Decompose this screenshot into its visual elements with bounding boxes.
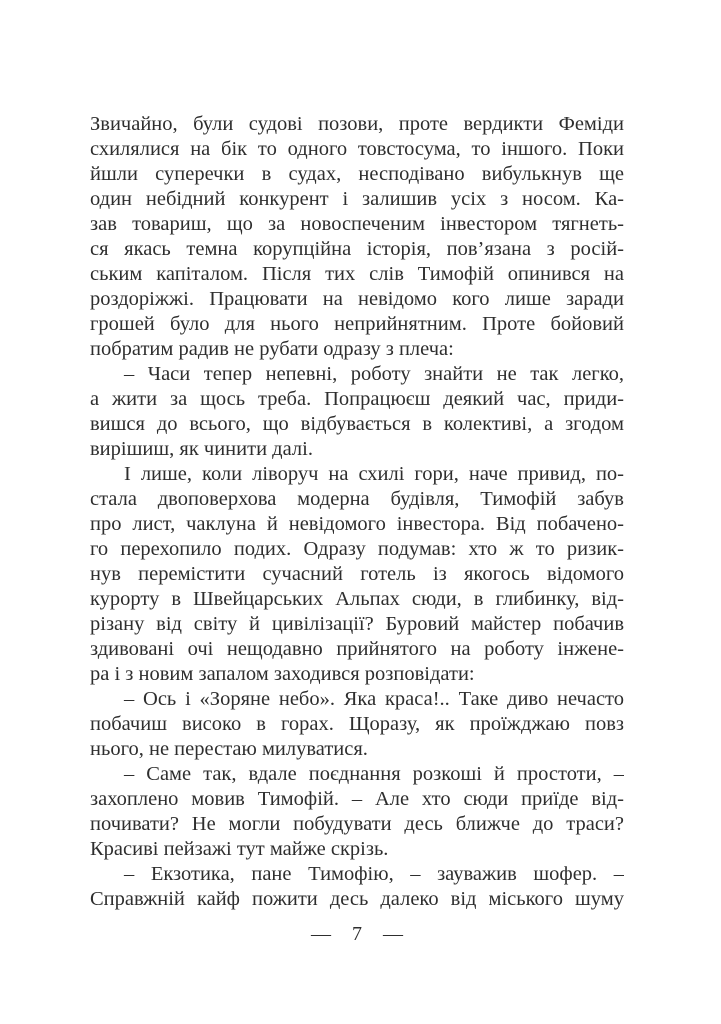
paragraph — [90, 112, 624, 362]
text-line: – Екзотика, пане Тимофію, – зауважив шофер. – — [124, 863, 624, 885]
text-line: схилялися на бік то одного товстосума, то іншого. Поки — [90, 138, 624, 160]
text-line: ра і з новим запалом заходився розповідати: — [90, 663, 475, 685]
text-line: – Саме так, вдале поєднання розкоші й простоти, – — [124, 763, 624, 785]
text-line: го перехопило подих. Одразу подумав: хто ж то ризик- — [90, 538, 624, 560]
text-line: – Ось і «Зоряне небо». Яка краса!.. Таке диво нечасто — [124, 688, 624, 710]
paragraph — [90, 462, 624, 687]
text-line: побачиш високо в горах. Щоразу, як проїжджаю повз — [90, 713, 624, 735]
text-line: ським капіталом. Після тих слів Тимофій опинився на — [90, 263, 624, 285]
text-line: роздоріжжі. Працювати на невідомо кого лише заради — [90, 288, 624, 310]
text-line: а жити за щось треба. Попрацюєш деякий час, приди- — [90, 388, 624, 410]
text-line: йшли суперечки в судах, несподівано вибулькнув ще — [90, 163, 624, 185]
text-line: грошей було для нього неприйнятним. Проте бойовий — [90, 313, 624, 335]
text-line: побратим радив не рубати одразу з плеча: — [90, 338, 454, 360]
page-number: 7 — [352, 923, 362, 945]
text-line: захоплено мовив Тимофій. – Але хто сюди приїде від- — [90, 788, 624, 810]
text-line: стала двоповерхова модерна будівля, Тимофій забув — [90, 488, 624, 510]
page-footer — [90, 922, 624, 947]
text-line: нув перемістити сучасний готель із якогось відомого — [90, 563, 624, 585]
text-line: про лист, чаклуна й невідомого інвестора. Від побачено- — [90, 513, 624, 535]
text-line: Звичайно, були судові позови, проте вердикти Феміди — [90, 113, 624, 135]
text-line: зав товариш, що за новоспеченим інвестором тягнеть- — [90, 213, 624, 235]
text-line: Справжній кайф пожити десь далеко від міського шуму — [90, 888, 624, 910]
paragraph — [90, 687, 624, 762]
text-line: вирішиш, як чинити далі. — [90, 438, 313, 460]
footer-dash-right: — — [383, 923, 403, 945]
paragraph — [90, 362, 624, 462]
text-line: один небідний конкурент і залишив усіх з носом. Ка- — [90, 188, 624, 210]
footer-dash-left: — — [311, 923, 331, 945]
text-line: курорту в Швейцарських Альпах сюди, в глибинку, від- — [90, 588, 624, 610]
text-line: ся якась темна корупційна історія, пов’язана з росій- — [90, 238, 624, 260]
text-line: здивовані очі нещодавно прийнятого на роботу інжене- — [90, 638, 624, 660]
paragraph — [90, 862, 624, 912]
text-line: – Часи тепер непевні, роботу знайти не так легко, — [124, 363, 624, 385]
text-line: І лише, коли ліворуч на схилі гори, наче привид, по- — [124, 463, 624, 485]
text-line: Красиві пейзажі тут майже скрізь. — [90, 838, 389, 860]
text-line: вишся до всього, що відбувається в колективі, а згодом — [90, 413, 624, 435]
text-line: почивати? Не могли побудувати десь ближче до траси? — [90, 813, 624, 835]
page-text — [90, 112, 624, 912]
paragraph — [90, 762, 624, 862]
text-line: нього, не перестаю милуватися. — [90, 738, 368, 760]
text-line: різану від світу й цивілізації? Буровий майстер побачив — [90, 613, 624, 635]
